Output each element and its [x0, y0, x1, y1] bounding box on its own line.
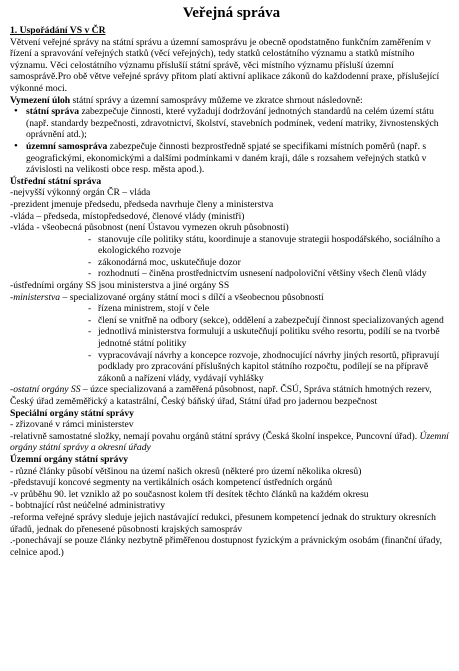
text-line: -v průběhu 90. let vzniklo až po současnost kolem tří desítek těchto článků na každém okresu [10, 488, 369, 500]
ostatni-organy-line [10, 384, 453, 407]
text-line: -představují koncové segmenty na vertikálních osách kompetencí ústředních orgánů [10, 477, 333, 489]
text-line: - bobtnající růst neúčelné administrativy [10, 500, 166, 512]
section-heading-specialni: Speciální orgány státní správy [10, 407, 134, 419]
bullet-item [26, 106, 453, 141]
ministerstva-item-list [10, 303, 453, 384]
ministerstva-text: – specializované orgány státní moci s dílčí a všeobecnou působností [60, 291, 324, 303]
text-line: -ústředními orgány SS jsou ministerstva a jiné orgány SS [10, 280, 230, 292]
uloha-bullet-list [10, 106, 453, 176]
text-line: -prezident jmenuje předsedu, předseda navrhuje členy a ministerstva [10, 198, 274, 210]
list-item: - rozhodnutí – činěna prostřednictvím usnesení nadpoloviční většiny všech členů vlády [98, 268, 453, 280]
section-heading-usporadani: 1. Uspořádání VS v ČR [10, 25, 106, 36]
list-item: - jednotlivá ministerstva formulují a uskutečňují politiku svého resortu, podílí se na tvorbě jednotné státní politiky [98, 326, 453, 349]
vymezeni-bold: Vymezení úloh [10, 94, 71, 106]
text-line: -vláda - všeobecná působnost (není Ústavou vymezen okruh působnosti) [10, 222, 289, 234]
list-item: - stanovuje cíle politiky státu, koordinuje a stanovuje strategii hospodářského, sociálního a ekologického rozvoje [98, 234, 453, 257]
specialni-italic: Územní orgány státní správy a okresní úřady [10, 430, 449, 454]
text-line: - různé články působí většinou na území našich okresů (některé pro území několika okresů) [10, 465, 362, 477]
ostatni-italic: -ostatní orgány SS [10, 384, 81, 396]
text-line: - zřizované v rámci ministerstev [10, 419, 134, 431]
text-line: -vláda – předseda, místopředsedové, členové vlády (ministři) [10, 210, 245, 222]
text-line: .-ponechávají se pouze články nezbytně přiměřenou dostupnost fyzickým a právnickým osobám (finanční úřady, celnice apod.) [10, 535, 443, 558]
bullet-text: zabezpečuje činnosti, které vyžadují dodržování jednotných standardů na celém území státu (např. standardy bezpečnosti, zdravotnictví, školství, stavebních podmínek, vedení matriky, živnostenských oprávnění atd.); [26, 106, 439, 141]
text-line: -nejvyšší výkonný orgán ČR – vláda [10, 187, 151, 199]
section-heading-uzemni: Územní orgány státní správy [10, 453, 129, 465]
bullet-bold: územní samospráva [26, 140, 108, 152]
text-line: -reforma veřejné správy sleduje jejich nastávající redukci, přesunem kompetencí jednak do struktury okresních úřadů, jednak do přenesené působnosti krajských samospráv [10, 511, 436, 535]
vymezeni-paragraph [10, 95, 453, 107]
specialni-line-2 [10, 431, 453, 454]
ministerstva-italic: -ministerstva [10, 291, 61, 303]
section-heading-ustredni: Ústřední státní správa [10, 175, 102, 187]
vymezeni-text: státní správy a územní samosprávy můžeme ve zkratce shrnout následovně: [70, 94, 363, 106]
ministerstva-line [10, 292, 453, 304]
page-title: Veřejná správa [182, 5, 281, 21]
ostatni-text: – úzce specializovaná a zaměřená působnost, např. ČSÚ, Správa státních hmotných rezerv, Český úřad zeměměřický a katastrální, Český báňský úřad, Státní úřad pro jadernou bezpečnost [10, 384, 432, 407]
bullet-text: zabezpečuje činnosti bezprostředně spjaté se specifikami místních poměrů (např. s geografickými, ekonomickými a dalšími podmínkami v daném kraji, dále s rozsahem veřejných statků v závislosti na velikosti obce resp. města apod.). [26, 140, 427, 176]
specialni-text: -relativně samostatné složky, nemají povahu orgánů státní správy (Česká školní inspekce, Puncovní úřad). [10, 430, 420, 442]
list-item: - řízena ministrem, stojí v čele [98, 303, 453, 315]
bullet-bold: státní správa [26, 106, 80, 118]
list-item: - zákonodárná moc, uskutečňuje dozor [98, 257, 453, 269]
intro-paragraph: Větvení veřejné správy na státní správu a územní samosprávu je obecně opodstatněno funkčním zaměřením v řízení a spravování veřejných statků (věcí veřejných), tedy statků celostátního významu a statků místního významu. Věci celostátního významu příslušíí státní správě, věci místního významu přísluší územní samosprávě.Pro obě větve veřejné správy přitom platí aktivní aplikace zákonů do každodenní praxe, příslušející výkonné moci. [10, 36, 440, 94]
list-item: - vypracovávají návrhy a koncepce rozvoje, zhodnocující návrhy jiných resortů, připravují podklady pro zpracování příslušných kapitol státního rozpočtu, podílejí se na přípravě zákonů a nařízení vlády, vydávají vyhlášky [98, 350, 453, 385]
list-item: - člení se vnitřně na odbory (sekce), oddělení a zabezpečují činnost specializovaných agend [98, 315, 453, 327]
vlada-item-list [10, 234, 453, 280]
bullet-item [26, 141, 453, 176]
